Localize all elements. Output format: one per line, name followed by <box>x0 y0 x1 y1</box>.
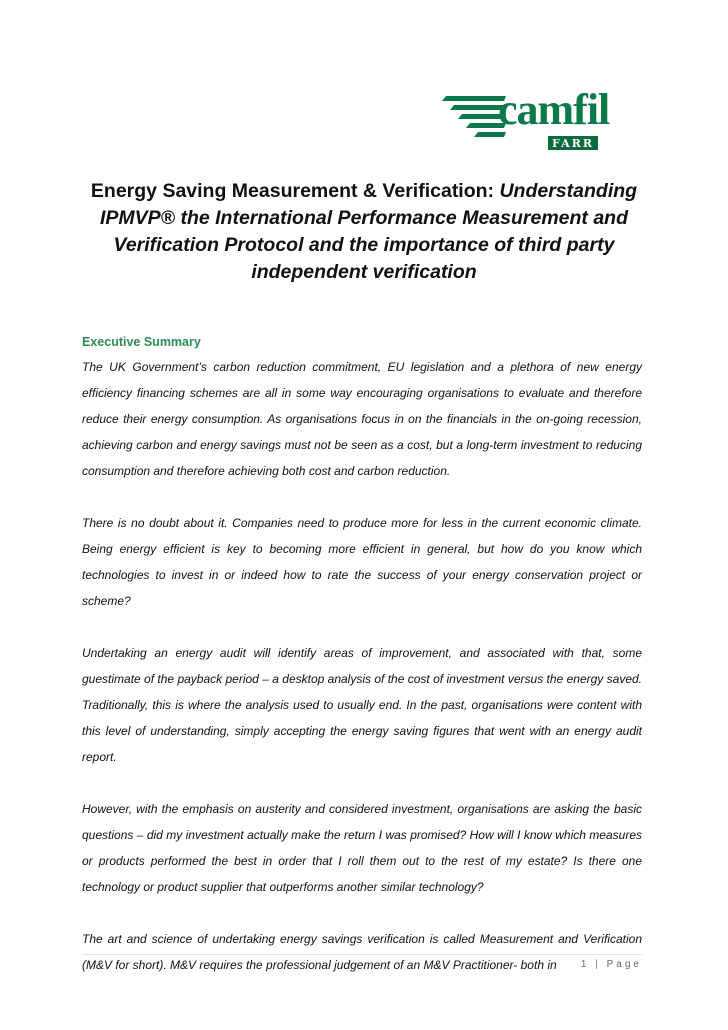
paragraph: The art and science of undertaking energy savings verification is called Measurement and Verification (M&V for short). M&V requires the professional judgement of an M&V Practitioner- both in <box>82 932 642 972</box>
page-footer <box>581 959 642 970</box>
title-plain: Energy Saving Measurement & Verification: <box>90 180 500 202</box>
footer-divider <box>82 954 642 955</box>
title-italic: Understanding IPMVP® the International Performance Measurement and Verification Protocol and the importance of third party independent verification <box>100 180 638 283</box>
section-heading-executive-summary: Executive Summary <box>82 335 201 349</box>
camfil-farr-logo <box>440 86 642 154</box>
paragraph: The UK Government’s carbon reduction commitment, EU legislation and a plethora of new energy efficiency financing schemes are all in some way encouraging organisations to evaluate and therefore reduce their energy consumption. As organisations focus in on the financials in the on-going recession, achieving carbon and energy savings must not be seen as a cost, but a long-term investment to reducing consumption and therefore achieving both cost and carbon reduction. <box>82 360 642 478</box>
page-label: Page <box>606 959 642 970</box>
paragraph: There is no doubt about it. Companies need to produce more for less in the current economic climate. Being energy efficient is key to becoming more efficient in general, but how do you know which technologies to invest in or indeed how to rate the success of your energy conservation project or scheme? <box>82 516 642 608</box>
document-title <box>82 178 646 286</box>
executive-summary-body <box>82 354 642 1004</box>
paragraph: However, with the emphasis on austerity and considered investment, organisations are asking the basic questions – did my investment actually make the return I was promised? How will I know which measures or products performed the best in order that I roll them out to the rest of my estate? Is there one technology or product supplier that outperforms another similar technology? <box>82 802 642 894</box>
paragraph: Undertaking an energy audit will identify areas of improvement, and associated with that, some guestimate of the payback period – a desktop analysis of the cost of investment versus the energy saved. Traditionally, this is where the analysis used to usually end. In the past, organisations were content with this level of understanding, simply accepting the energy saving figures that went with an energy audit report. <box>82 646 642 764</box>
logo-farr-badge: FARR <box>548 136 598 150</box>
footer-separator: | <box>595 959 601 970</box>
logo-wordmark: camfil <box>498 85 610 134</box>
page-number: 1 <box>580 959 590 970</box>
